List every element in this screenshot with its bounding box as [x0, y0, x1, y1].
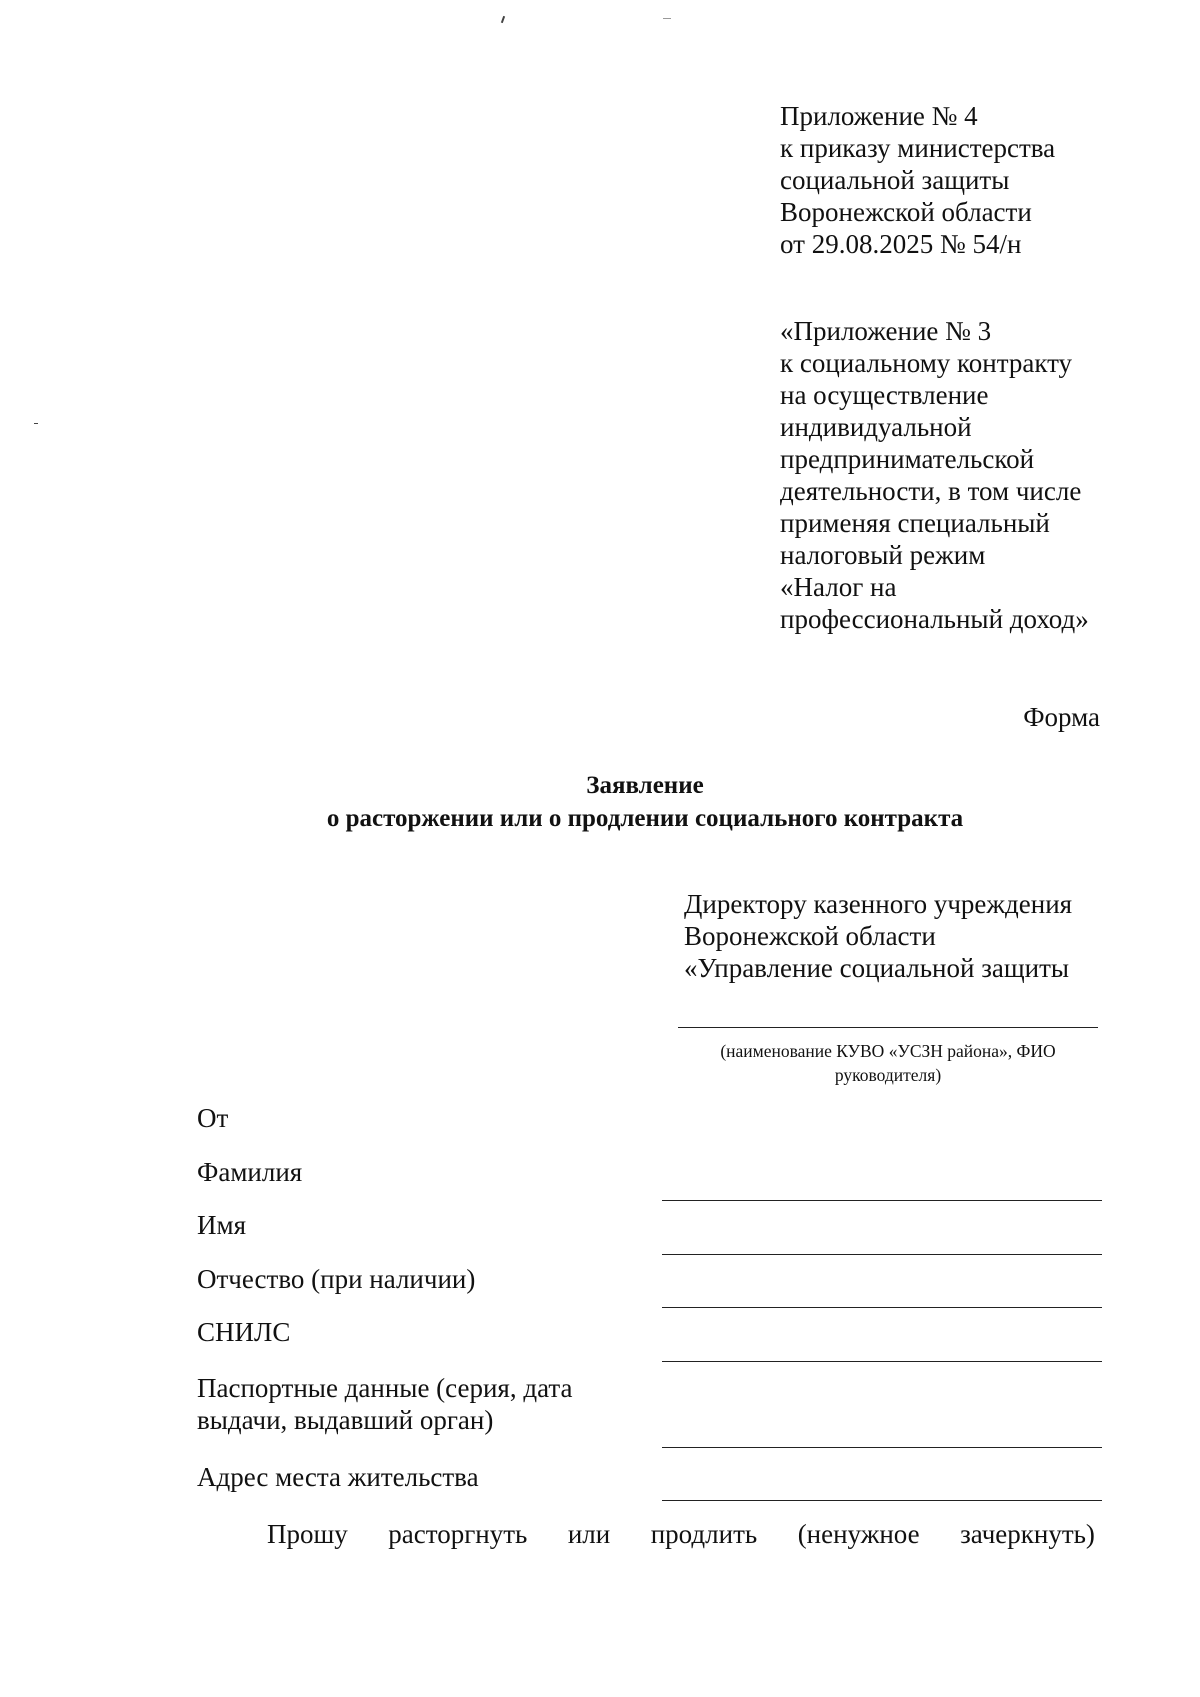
address-fill-line — [662, 1500, 1102, 1501]
appendix-3-line: профессиональный доход» — [780, 604, 1089, 634]
appendix-4-line: Воронежской области — [780, 197, 1032, 227]
addressee-line: Директору казенного учреждения — [684, 889, 1073, 919]
appendix-4-header — [780, 100, 1055, 260]
title-line-1: Заявление — [586, 772, 704, 799]
name-label: Имя — [197, 1210, 247, 1240]
appendix-3-header — [780, 315, 1089, 635]
title-line-2: о расторжении или о продлении социального контракта — [326, 805, 964, 832]
request-word: расторгнуть — [388, 1519, 528, 1549]
appendix-3-line: деятельности, в том числе — [780, 476, 1082, 506]
addressee-fill-line — [678, 1027, 1098, 1028]
caption-line-1: (наименование КУВО «УСЗН района», ФИО — [720, 1041, 1056, 1061]
address-label: Адрес места жительства — [197, 1462, 479, 1492]
appendix-3-line: «Налог на — [780, 572, 897, 602]
name-fill-line — [662, 1254, 1102, 1255]
passport-fill-line — [662, 1447, 1102, 1448]
appendix-4-line: Приложение № 4 — [780, 101, 978, 131]
appendix-4-line: к приказу министерства — [780, 133, 1056, 163]
scan-speck — [501, 16, 505, 23]
patronymic-fill-line — [662, 1307, 1102, 1308]
document-title — [0, 769, 1200, 835]
request-word: или — [567, 1519, 611, 1549]
request-word: зачеркнуть) — [960, 1519, 1095, 1549]
snils-fill-line — [662, 1361, 1102, 1362]
patronymic-label: Отчество (при наличии) — [197, 1264, 476, 1294]
caption-line-2: руководителя) — [834, 1065, 942, 1085]
appendix-3-line: индивидуальной — [780, 412, 972, 442]
request-word: (ненужное — [797, 1519, 920, 1549]
appendix-3-line: к социальному контракту — [780, 348, 1073, 378]
request-sentence — [267, 1518, 1095, 1550]
scan-speck — [34, 423, 38, 424]
request-word: продлить — [650, 1519, 758, 1549]
form-label: Форма — [1023, 702, 1100, 732]
appendix-4-line: от 29.08.2025 № 54/н — [780, 229, 1022, 259]
scan-speck — [663, 18, 671, 19]
addressee-caption — [678, 1039, 1098, 1087]
appendix-4-line: социальной защиты — [780, 165, 1010, 195]
surname-label: Фамилия — [197, 1157, 303, 1187]
appendix-3-line: «Приложение № 3 — [780, 316, 992, 346]
addressee-line: Воронежской области — [684, 921, 936, 951]
appendix-3-line: предпринимательской — [780, 444, 1035, 474]
passport-label-line-2: выдачи, выдавший орган) — [197, 1405, 494, 1435]
addressee-line: «Управление социальной защиты — [684, 953, 1070, 983]
surname-fill-line — [662, 1200, 1102, 1201]
snils-label: СНИЛС — [197, 1317, 291, 1347]
addressee-block — [684, 888, 1072, 984]
passport-label-line-1: Паспортные данные (серия, дата — [197, 1373, 573, 1403]
request-word: Прошу — [267, 1519, 348, 1549]
appendix-3-line: налоговый режим — [780, 540, 986, 570]
from-label: От — [197, 1103, 229, 1133]
appendix-3-line: на осуществление — [780, 380, 989, 410]
appendix-3-line: применяя специальный — [780, 508, 1050, 538]
